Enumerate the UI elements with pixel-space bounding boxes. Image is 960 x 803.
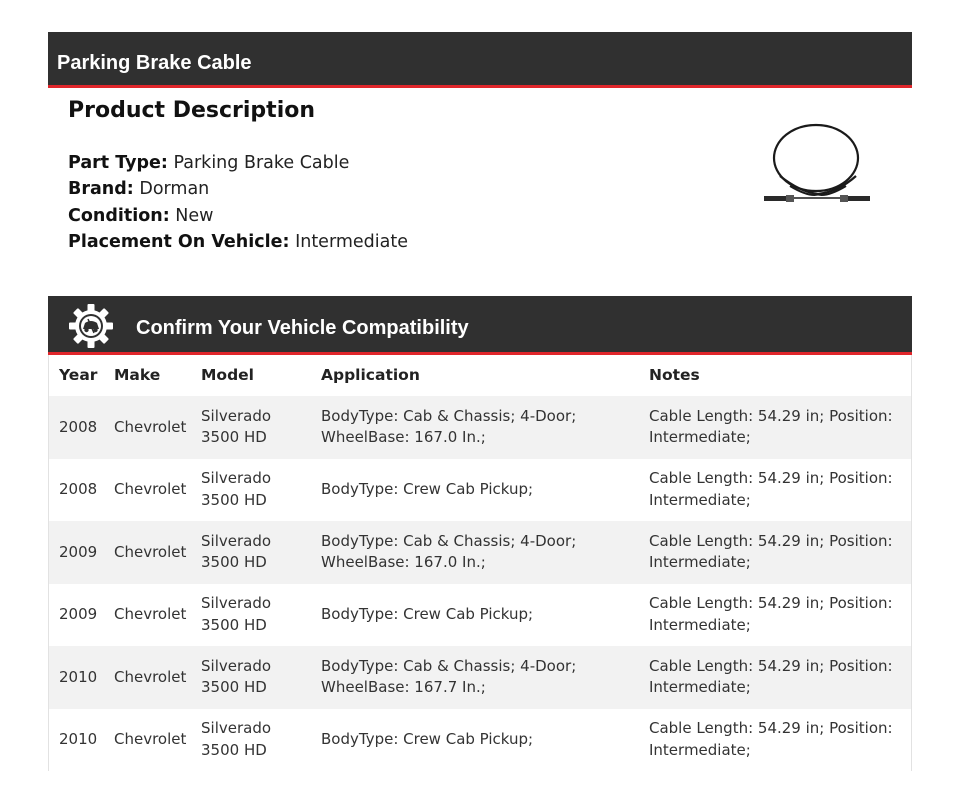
model-line: Silverado [201, 656, 272, 675]
spec-brand [68, 176, 408, 202]
cell-model [191, 459, 311, 522]
cell-make: Chevrolet [114, 667, 187, 686]
cell-application [311, 709, 639, 772]
cell-model [191, 584, 311, 647]
spec-placement [68, 229, 408, 255]
compatibility-title: Confirm Your Vehicle Compatibility [136, 317, 469, 339]
spec-label: Placement On Vehicle: [68, 231, 290, 252]
cell-application [311, 646, 639, 709]
model-line: Silverado [201, 719, 272, 738]
application-line: BodyType: Crew Cab Pickup; [321, 605, 534, 623]
notes-line: Cable Length: 54.29 in; Position: [649, 469, 893, 488]
parking-brake-cable-image [760, 118, 876, 210]
notes-line: Cable Length: 54.29 in; Position: [649, 594, 893, 613]
cell-make: Chevrolet [114, 542, 187, 561]
table-header-row [49, 355, 911, 396]
application-line: WheelBase: 167.0 In.; [321, 428, 486, 447]
cell-make: Chevrolet [114, 417, 187, 436]
application-line: WheelBase: 167.7 In.; [321, 678, 486, 697]
notes-line: Intermediate; [649, 740, 751, 759]
table-row [49, 459, 911, 522]
col-application: Application [321, 365, 420, 384]
spec-value: Dorman [139, 179, 210, 200]
compatibility-table [48, 355, 912, 771]
table-row [49, 396, 911, 459]
cell-notes [639, 521, 911, 584]
model-line: Silverado [201, 406, 272, 425]
spec-label: Condition: [68, 205, 170, 226]
spec-part-type [68, 150, 408, 176]
application-line: BodyType: Crew Cab Pickup; [321, 480, 534, 498]
application-line: BodyType: Cab & Chassis; 4-Door; [321, 531, 577, 550]
notes-line: Cable Length: 54.29 in; Position: [649, 406, 893, 425]
cell-application [311, 521, 639, 584]
col-notes: Notes [649, 365, 700, 384]
cell-model [191, 646, 311, 709]
spec-label: Part Type: [68, 153, 168, 173]
cell-make: Chevrolet [114, 480, 187, 498]
description-heading: Product Description [68, 98, 316, 123]
model-line: Silverado [201, 594, 272, 613]
table-row [49, 646, 911, 709]
cell-model [191, 521, 311, 584]
spec-condition [68, 203, 408, 229]
cell-year: 2008 [59, 417, 98, 436]
col-model: Model [201, 365, 254, 384]
model-line: 3500 HD [201, 740, 267, 759]
spec-label: Brand: [68, 179, 134, 200]
cell-year: 2009 [59, 605, 98, 623]
application-line: BodyType: Cab & Chassis; 4-Door; [321, 656, 577, 675]
cell-notes [639, 396, 911, 459]
table-row [49, 584, 911, 647]
spec-value: New [175, 205, 214, 226]
notes-line: Cable Length: 54.29 in; Position: [649, 719, 893, 738]
cell-year: 2009 [59, 542, 98, 561]
application-line: BodyType: Crew Cab Pickup; [321, 730, 534, 748]
spec-value: Parking Brake Cable [173, 153, 350, 173]
model-line: 3500 HD [201, 490, 267, 509]
cell-notes [639, 584, 911, 647]
compatibility-header [48, 296, 912, 355]
notes-line: Cable Length: 54.29 in; Position: [649, 531, 893, 550]
notes-line: Intermediate; [649, 490, 751, 509]
cell-application [311, 584, 639, 647]
col-make: Make [114, 365, 161, 384]
cell-model [191, 709, 311, 772]
model-line: 3500 HD [201, 553, 267, 572]
model-line: 3500 HD [201, 615, 267, 634]
application-line: WheelBase: 167.0 In.; [321, 553, 486, 572]
model-line: Silverado [201, 469, 272, 488]
notes-line: Intermediate; [649, 428, 751, 447]
application-line: BodyType: Cab & Chassis; 4-Door; [321, 406, 577, 425]
cell-notes [639, 459, 911, 522]
product-title: Parking Brake Cable [57, 52, 252, 74]
model-line: Silverado [201, 531, 272, 550]
model-line: 3500 HD [201, 428, 267, 447]
spec-list [68, 150, 408, 255]
cell-year: 2010 [59, 667, 98, 686]
col-year: Year [59, 365, 98, 384]
product-description [68, 96, 408, 255]
cell-make: Chevrolet [114, 605, 187, 623]
notes-line: Cable Length: 54.29 in; Position: [649, 656, 893, 675]
gear-car-icon [68, 303, 114, 349]
cell-model [191, 396, 311, 459]
cell-year: 2010 [59, 730, 98, 748]
product-title-bar [48, 32, 912, 88]
notes-line: Intermediate; [649, 553, 751, 572]
notes-line: Intermediate; [649, 678, 751, 697]
cell-application [311, 396, 639, 459]
cell-application [311, 459, 639, 522]
model-line: 3500 HD [201, 678, 267, 697]
cell-notes [639, 646, 911, 709]
cell-notes [639, 709, 911, 772]
table-row [49, 709, 911, 772]
cell-make: Chevrolet [114, 730, 187, 748]
cell-year: 2008 [59, 480, 98, 498]
notes-line: Intermediate; [649, 615, 751, 634]
spec-value: Intermediate [295, 231, 408, 252]
table-row [49, 521, 911, 584]
